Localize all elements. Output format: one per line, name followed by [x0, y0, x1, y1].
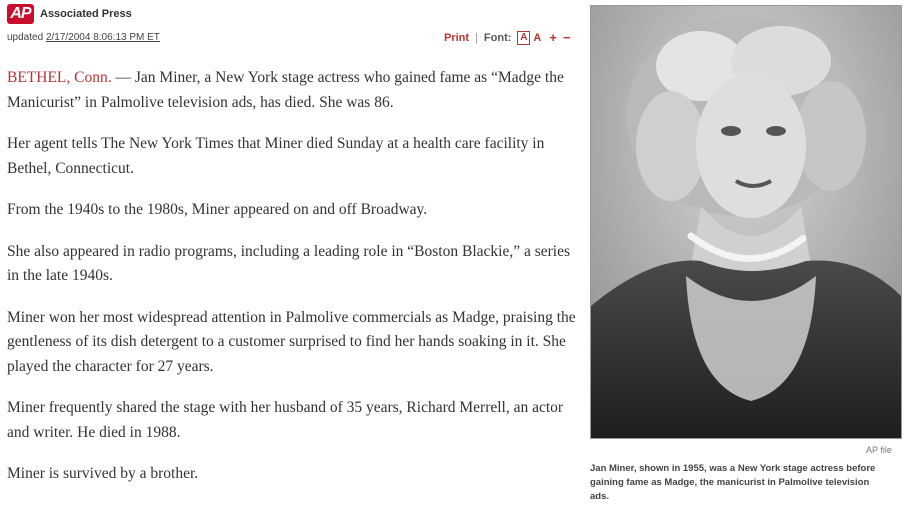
font-label: Font: — [483, 31, 512, 44]
portrait-photo[interactable] — [590, 5, 902, 439]
paragraph-3: From the 1940s to the 1980s, Miner appeared on and off Broadway. — [7, 201, 428, 218]
photo-credit: AP file — [866, 445, 892, 455]
header — [7, 4, 132, 24]
article-body — [7, 66, 577, 504]
paragraph-7: Miner is survived by a brother. — [7, 465, 199, 482]
paragraph-2: Her agent tells The New York Times that Miner died Sunday at a health care facility in Bethel, Connecticut. — [7, 135, 545, 177]
paragraph-4: She also appeared in radio programs, including a leading role in “Boston Blackie,” a series in the late 1940s. — [7, 242, 570, 284]
font-decrease-button[interactable]: − — [562, 30, 571, 45]
paragraph-6: Miner frequently shared the stage with her husband of 35 years, Richard Merrell, an actor and writer. He died in 1988. — [7, 399, 564, 441]
paragraph-5: Miner won her most widespread attention in Palmolive commercials as Madge, praising the gentleness of its dish detergent to a customer surprised to find her hands soaking in it. She played the character for 27 years. — [7, 308, 576, 375]
timestamp: 2/17/2004 8:06:13 PM ET — [45, 32, 160, 43]
source-name: Associated Press — [40, 8, 132, 20]
divider: | — [475, 31, 478, 44]
updated-label: updated — [7, 32, 44, 43]
paragraph-1-text: — Jan Miner, a New York stage actress who gained fame as “Madge the Manicurist” in Palmolive television ads, has died. She was 86. — [7, 69, 564, 111]
font-size-icon[interactable]: A — [517, 31, 530, 45]
ap-logo[interactable]: AP — [7, 4, 34, 24]
photo-caption: Jan Miner, shown in 1955, was a New York stage actress before gaining fame as Madge, the manicurist in Palmolive television ads. — [590, 463, 876, 502]
font-toggle-a[interactable]: A — [533, 31, 542, 44]
paragraph-1 — [7, 66, 577, 115]
print-link[interactable]: Print — [444, 31, 470, 44]
portrait-image-icon — [591, 6, 901, 438]
article-tools — [444, 30, 577, 45]
dateline: BETHEL, Conn. — [7, 69, 112, 86]
font-increase-button[interactable]: + — [549, 30, 557, 45]
updated-line — [7, 32, 160, 43]
